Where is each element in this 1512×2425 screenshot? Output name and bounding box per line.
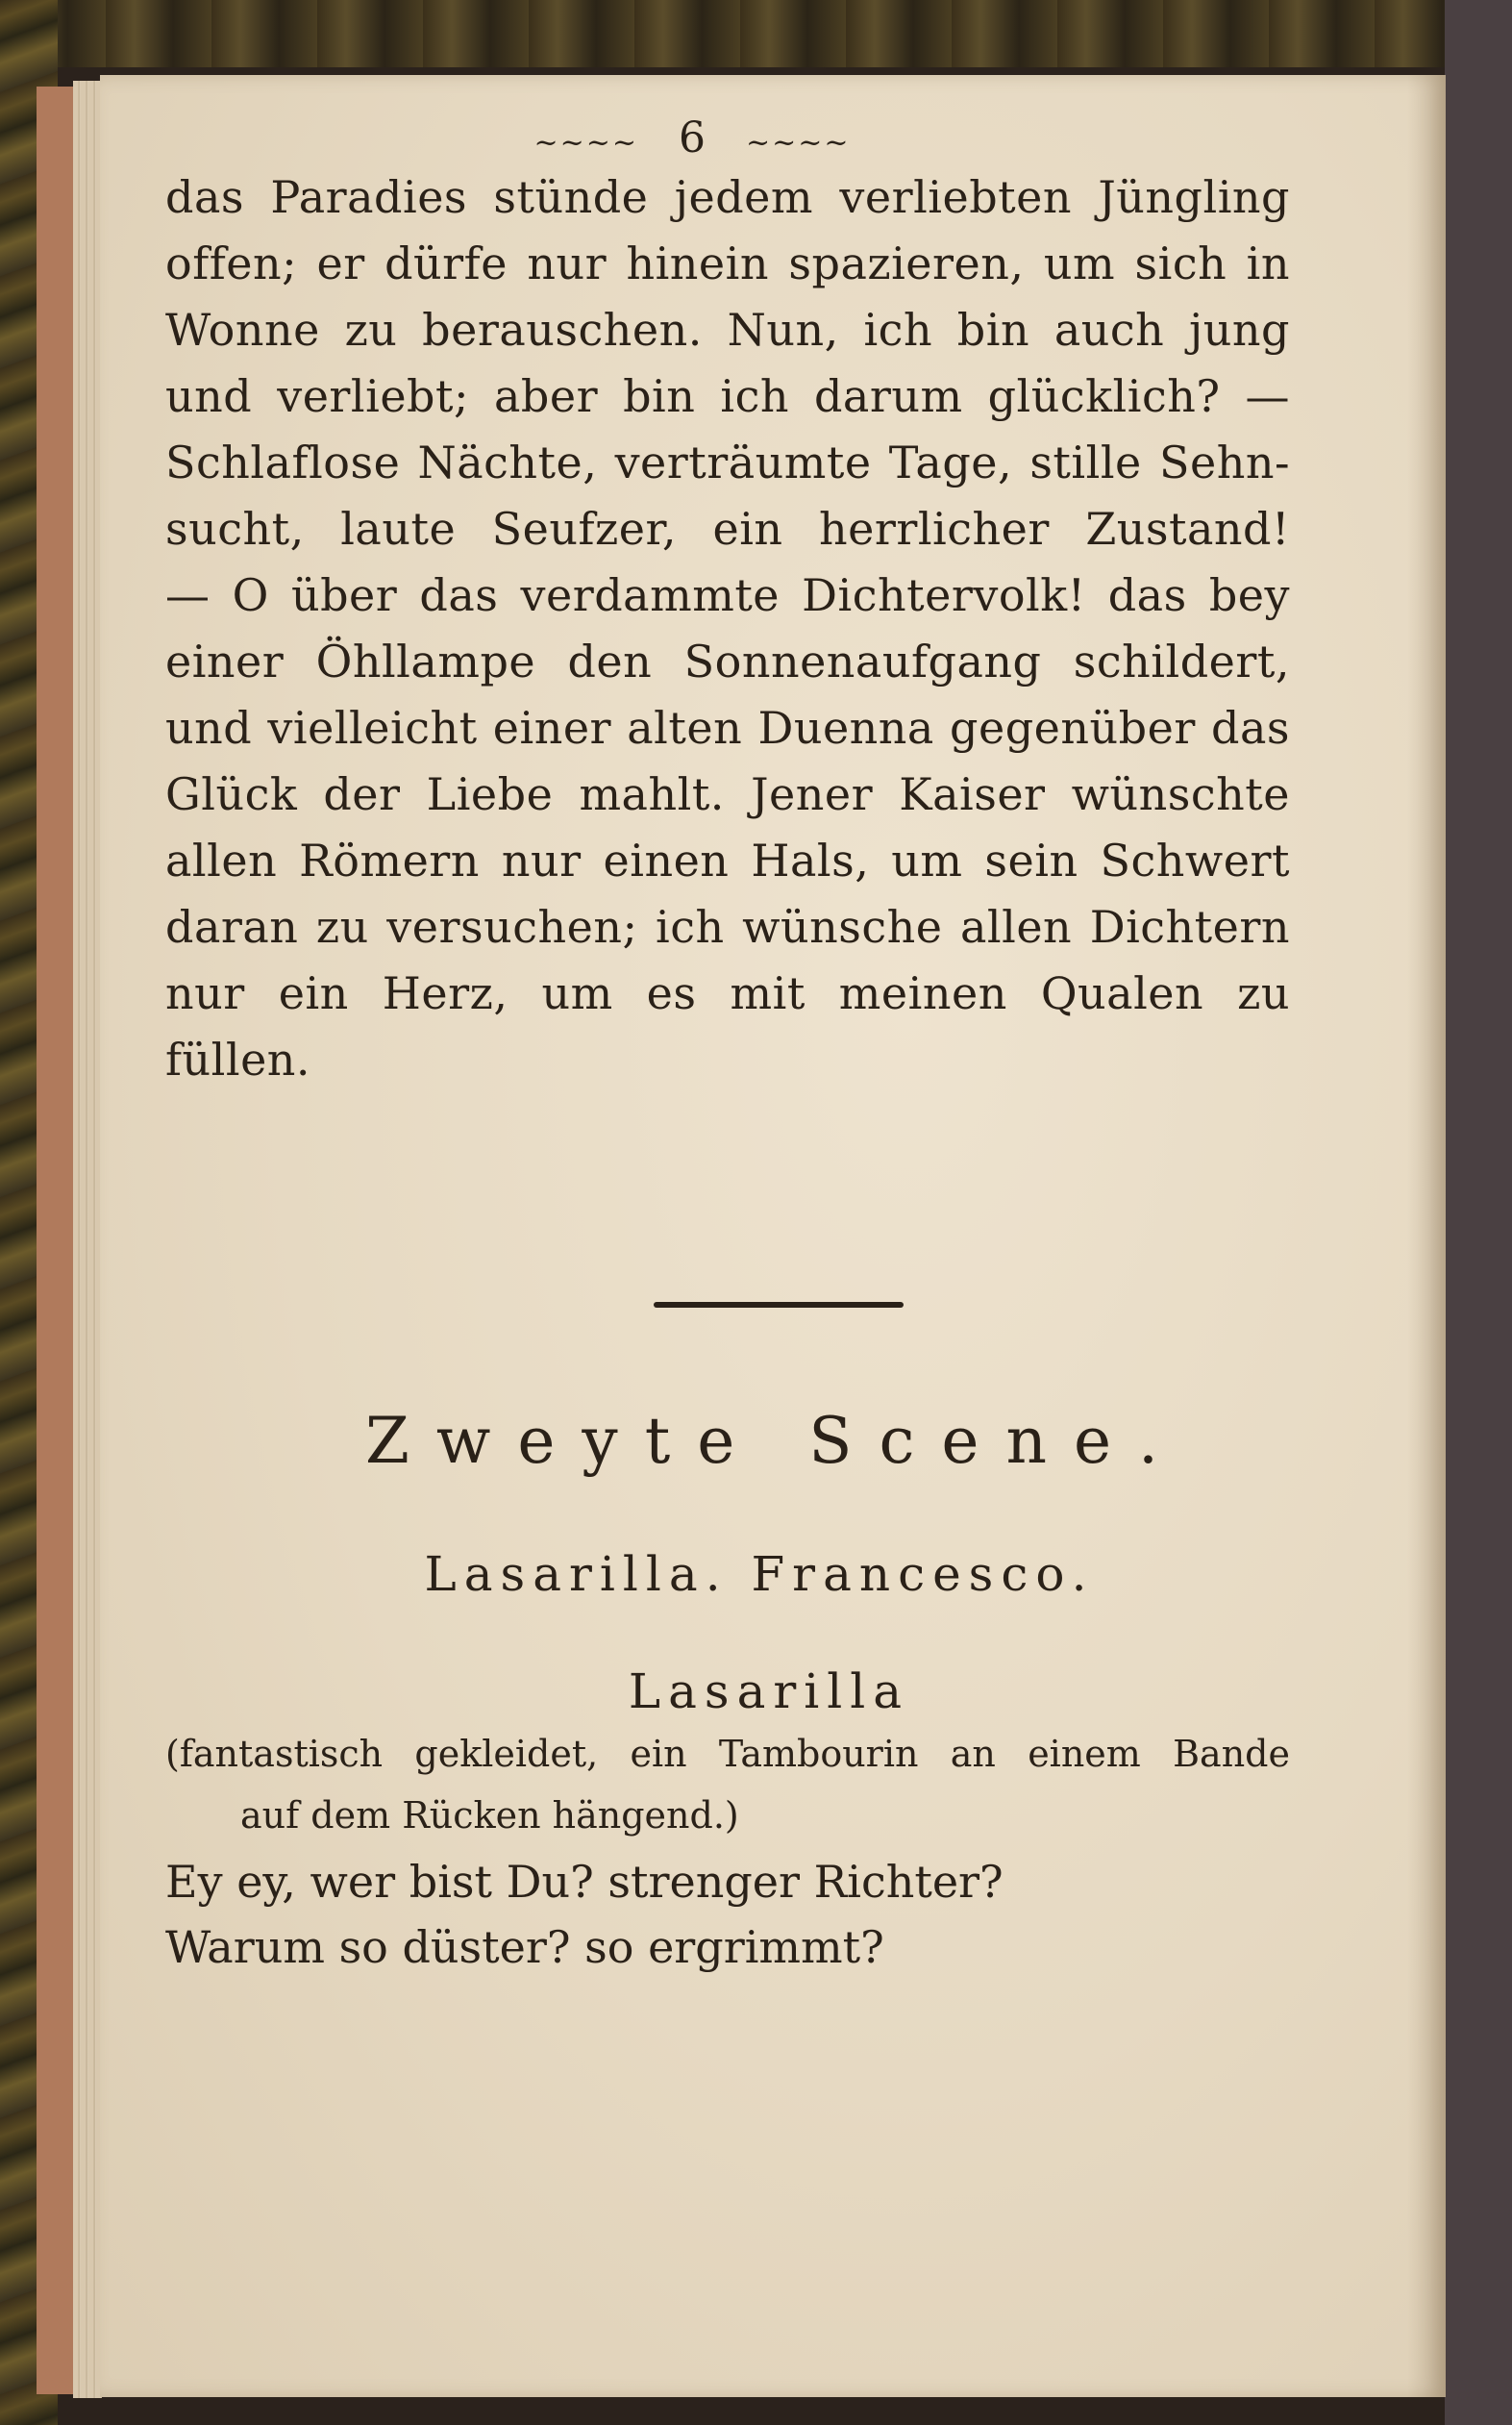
- character-list: Lasarilla. Francesco.: [424, 1546, 1095, 1602]
- body-line: nur ein Herz, um es mit meinen Qualen zu: [165, 967, 1290, 1019]
- header-ornament-left: ~~~~: [533, 126, 639, 160]
- body-line: und vielleicht einer alten Duenna gegenüber das: [165, 702, 1290, 754]
- book-page: [100, 75, 1446, 2397]
- body-line: allen Römern nur einen Hals, um sein Schwert: [165, 835, 1290, 887]
- page-header: [500, 113, 884, 162]
- section-divider: [654, 1302, 904, 1308]
- body-line: füllen.: [165, 1034, 311, 1086]
- header-ornament-right: ~~~~: [745, 126, 851, 160]
- stage-direction-line: (fantastisch gekleidet, ein Tambourin an einem Bande: [165, 1733, 1290, 1775]
- page-number: 6: [679, 113, 706, 162]
- speech-line: Ey ey, wer bist Du? strenger Richter?: [165, 1856, 1004, 1908]
- body-line: einer Öhllampe den Sonnenaufgang schildert,: [165, 636, 1290, 688]
- body-line: Schlaflose Nächte, verträumte Tage, stille Sehn-: [165, 437, 1290, 488]
- body-line: Glück der Liebe mahlt. Jener Kaiser wünschte: [165, 768, 1290, 820]
- body-line: und verliebt; aber bin ich darum glücklich? —: [165, 370, 1290, 422]
- page-edge-band: [37, 87, 75, 2394]
- book-spine: [1445, 0, 1512, 2425]
- body-line: sucht, laute Seufzer, ein herrlicher Zustand!: [165, 503, 1290, 555]
- page-edges: [73, 81, 102, 2398]
- body-line: daran zu versuchen; ich wünsche allen Dichtern: [165, 901, 1290, 953]
- speaker-name: Lasarilla: [628, 1663, 910, 1719]
- speech-line: Warum so düster? so ergrimmt?: [165, 1921, 884, 1973]
- stage-direction-line: auf dem Rücken hängend.): [240, 1794, 739, 1837]
- body-line: Wonne zu berauschen. Nun, ich bin auch jung: [165, 304, 1290, 356]
- body-line: — O über das verdammte Dichtervolk! das bey: [165, 569, 1290, 621]
- scene-title: Zweyte Scene.: [365, 1404, 1186, 1478]
- book-cover-top: [0, 0, 1512, 67]
- body-line: offen; er dürfe nur hinein spazieren, um sich in: [165, 238, 1290, 289]
- body-line: das Paradies stünde jedem verliebten Jüngling: [165, 171, 1290, 223]
- page-gutter-shadow: [1407, 75, 1446, 2397]
